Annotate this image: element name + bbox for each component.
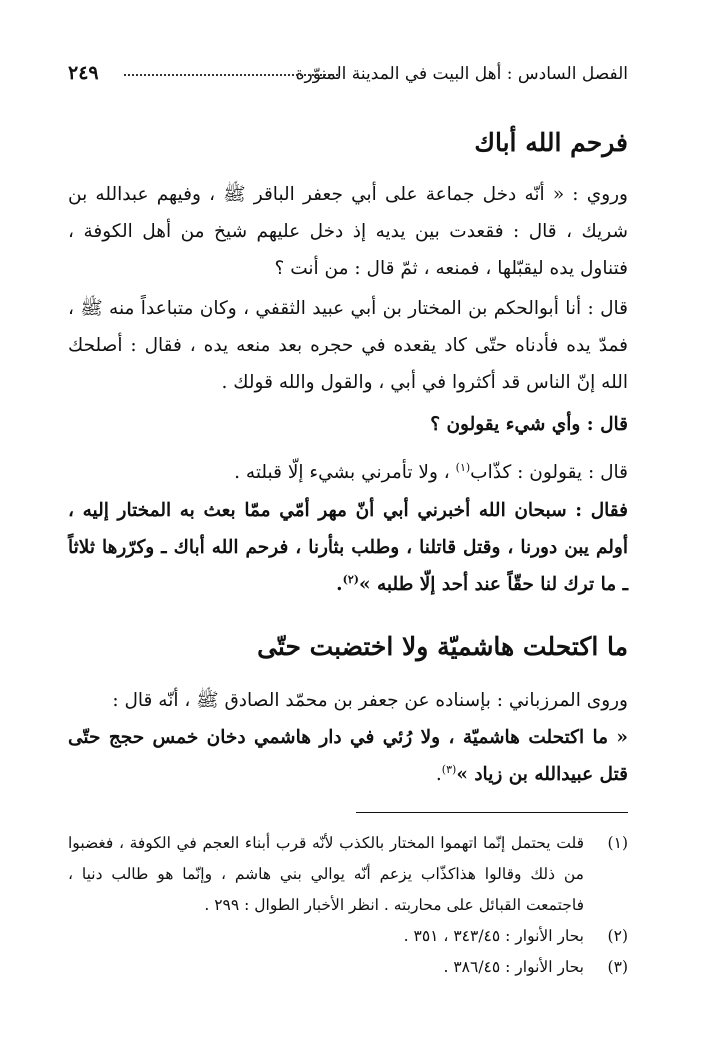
paragraph-1: وروي : « أنّه دخل جماعة على أبي جعفر الباقر ﷺ ، وفيهم عبدالله بن شريك ، قال : فقعدت بين يديه إذ دخل عليهم شيخ من أهل الكوفة ، فتناول يده ليقبّلها ، فمنعه ، ثمّ قال : من أنت ؟ xyxy=(68,184,628,279)
footnote-divider xyxy=(356,812,628,813)
paragraph-6-quote: « ما اكتحلت هاشميّة ، ولا رُئي في دار هاشمي دخان خمس حجج حتّى قتل عبيدالله بن زياد » xyxy=(68,727,628,785)
paragraph-4-text: قال : يقولون : كذّاب xyxy=(470,462,628,483)
footnote-number: (٢) xyxy=(607,927,628,945)
paragraph-5 xyxy=(68,492,628,603)
dot-leader xyxy=(124,74,338,76)
paragraph-4-rest: ، ولا تأمرني بشيء إلّا قبلته . xyxy=(234,462,450,483)
footnotes xyxy=(68,828,628,983)
section-title-2: ما اكتحلت هاشميّة ولا اختضبت حتّى xyxy=(257,632,628,661)
footnote-1 xyxy=(68,828,628,921)
paragraph-6-end: . xyxy=(435,764,442,785)
running-header xyxy=(68,62,628,88)
footnote-2 xyxy=(68,921,628,952)
paragraph-2: قال : أنا أبوالحكم بن المختار بن أبي عبيد الثقفي ، وكان متباعداً منه ﷺ ، فمدّ يده فأدناه حتّى كاد يقعده في حجره بعد منعه يده ، فقال : أصلحك الله إنّ الناس قد أكثروا في أبي ، والقول والله قولك . xyxy=(68,298,628,393)
footnote-text: بحار الأنوار : ٣٤٣/٤٥ ، ٣٥١ . xyxy=(403,927,584,945)
book-page xyxy=(68,0,628,1045)
paragraph-6 xyxy=(68,682,628,793)
footnote-ref-3: (٣) xyxy=(441,762,457,776)
paragraph-3: قال : وأي شيء يقولون ؟ xyxy=(430,414,628,435)
footnote-number: (١) xyxy=(607,834,628,852)
footnote-3 xyxy=(68,952,628,983)
paragraph-6-intro: وروى المرزباني : بإسناده عن جعفر بن محمّد الصادق ﷺ ، أنّه قال : xyxy=(112,690,628,711)
page-number: ٢٤٩ xyxy=(68,62,99,84)
paragraph-4 xyxy=(68,454,628,491)
footnote-text: قلت يحتمل إنّما اتهموا المختار بالكذب لأنّه قرب أبناء العجم في الكوفة ، فغضبوا من ذلك وقالوا هذاكذّاب يزعم أنّه يوالي بني هاشم ، وإنّما هو طالب دنيا ، فاجتمعت القبائل على محاربته . انظر الأخبار الطوال : ٢٩٩ . xyxy=(68,834,584,914)
footnote-text: بحار الأنوار : ٣٨٦/٤٥ . xyxy=(443,958,584,976)
footnote-ref-2: (٢) xyxy=(342,572,359,586)
paragraph-5-end: . xyxy=(336,574,343,595)
footnote-ref-1: (١) xyxy=(455,460,471,474)
section-title-1: فرحم الله أباك xyxy=(474,128,628,157)
chapter-title: الفصل السادس : أهل البيت في المدينة المنوّرة xyxy=(295,64,628,84)
footnote-number: (٣) xyxy=(607,958,628,976)
paragraph-5-text: فقال : سبحان الله أخبرني أبي أنّ مهر أمّي ممّا بعث به المختار إليه ، أولم يبن دورنا ، وقتل قاتلنا ، وطلب بثأرنا ، فرحم الله أباك ـ وكرّرها ثلاثاً ـ ما ترك لنا حقّاً عند أحد إلّا طلبه » xyxy=(68,500,628,595)
